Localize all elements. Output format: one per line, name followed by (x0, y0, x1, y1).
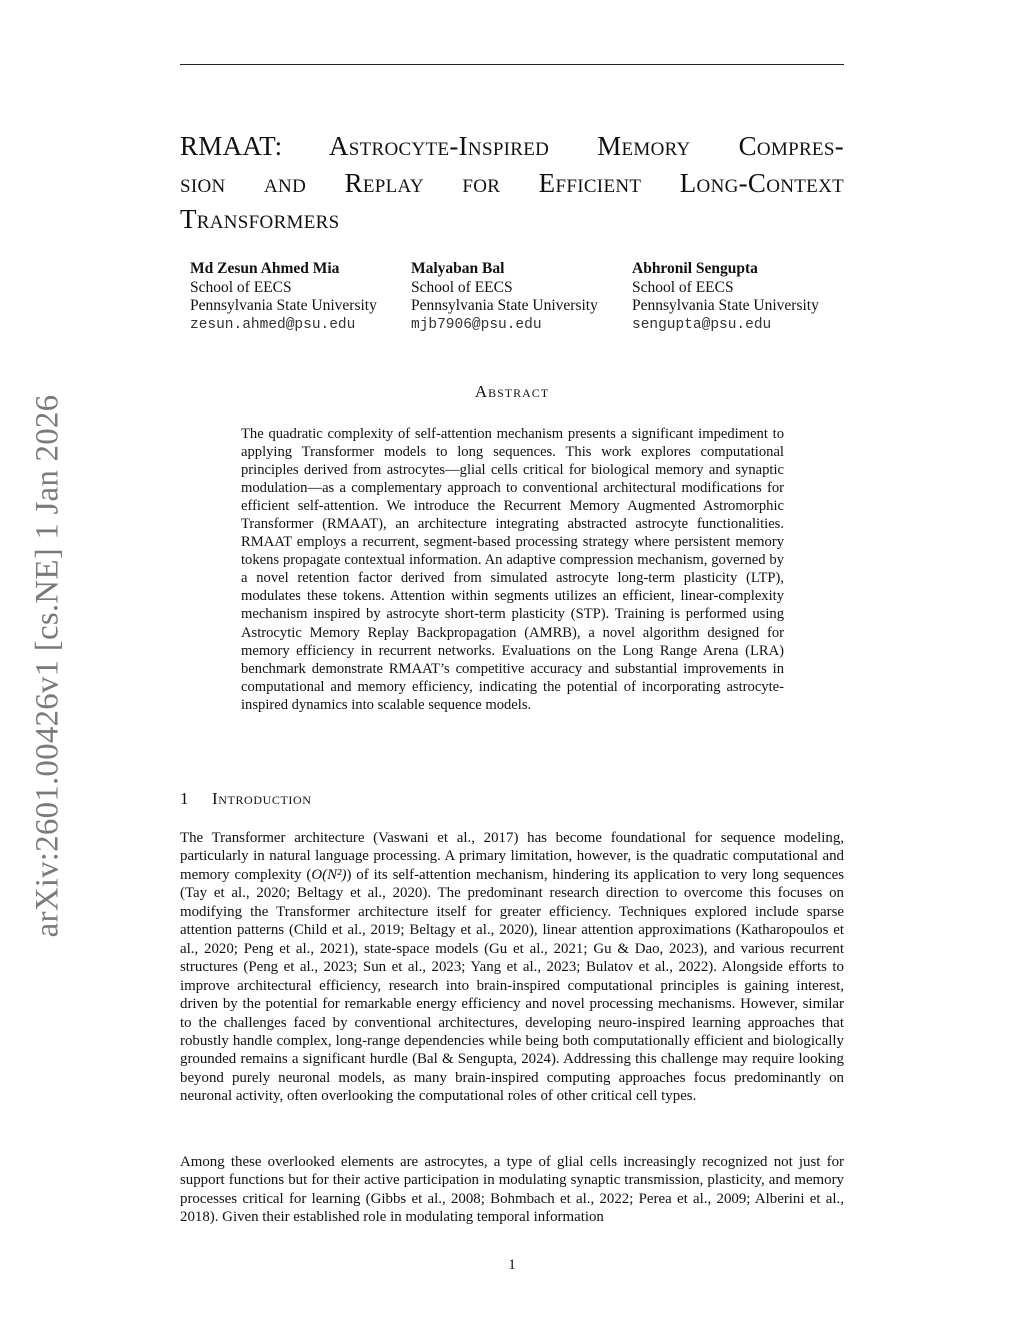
author-name: Abhronil Sengupta (632, 260, 758, 277)
complexity-math: O(N²) (311, 866, 347, 883)
author-block (190, 260, 850, 340)
top-rule (180, 64, 844, 65)
author-university: Pennsylvania State University (632, 297, 819, 315)
author-university: Pennsylvania State University (411, 297, 598, 315)
title-line-1: RMAAT: Astrocyte-Inspired Memory Compres- (180, 131, 844, 161)
author-school: School of EECS (190, 278, 292, 296)
title-line-2: sion and Replay for Efficient Long-Context (180, 167, 844, 198)
paragraph-text: ) of its self-attention mechanism, hindering its application to very long sequences (Tay et al., 2020; Beltagy et al., 2020). The predominant research direction to overcome this focuses on modifying the Transformer architecture itself for greater efficiency. Techniques explored include sparse attention patterns (Child et al., 2019; Beltagy et al., 2020), linear attention approximations (Katharopoulos et al., 2020; Peng et al., 2021), state-space models (Gu et al., 2021; Gu & Dao, 2023), and various recurrent structures (Peng et al., 2023; Sun et al., 2023; Yang et al., 2023; Bulatov et al., 2022). Alongside efforts to improve architectural efficiency, research into brain-inspired computational principles is gaining interest, driven by the potential for remarkable energy efficiency and novel processing mechanisms. However, similar to the challenges faced by conventional architectures, developing neuro-inspired learning approaches that robustly handle complex, long-range dependencies while being both computationally efficient and biologically grounded remains a significant hurdle (Bal & Sengupta, 2024). Addressing this challenge may require looking beyond purely neuronal models, as many brain-inspired computing approaches focus predominantly on neuronal activity, often overlooking the computational roles of other critical cell types. (180, 866, 844, 1105)
section-heading-introduction (180, 789, 312, 809)
arxiv-id: arXiv:2601.00426v1 [cs.NE] 1 Jan 2026 (29, 394, 66, 938)
section-number: 1 (180, 789, 190, 808)
author-1 (190, 260, 377, 334)
author-3 (632, 260, 819, 334)
author-2 (411, 260, 598, 334)
author-email: mjb7906@psu.edu (411, 316, 542, 333)
author-name: Md Zesun Ahmed Mia (190, 260, 340, 277)
author-university: Pennsylvania State University (190, 297, 377, 315)
author-school: School of EECS (632, 278, 734, 296)
abstract-text: The quadratic complexity of self-attention mechanism presents a significant impediment to applying Transformer models to long sequences. This work explores computational principles derived from astrocytes—glial cells critical for biological memory and synaptic modulation—as a complementary approach to conventional architectural modifications for efficient self-attention. We introduce the Recurrent Memory Augmented Astromorphic Transformer (RMAAT), an architecture integrating abstracted astrocyte functionalities. RMAAT employs a recurrent, segment-based processing strategy where persistent memory tokens propagate contextual information. An adaptive compression mechanism, governed by a novel retention factor derived from simulated astrocyte long-term plasticity (LTP), modulates these tokens. Attention within segments utilizes an efficient, linear-complexity mechanism inspired by astrocyte short-term plasticity (STP). Training is performed using Astrocytic Memory Replay Backpropagation (AMRB), a novel algorithm designed for memory efficiency in recurrent networks. Evaluations on the Long Range Arena (LRA) benchmark demonstrate RMAAT’s competitive accuracy and substantial improvements in computational and memory efficiency, indicating the potential of incorporating astrocyte-inspired dynamics into scalable sequence models. (241, 426, 784, 713)
author-name: Malyaban Bal (411, 260, 505, 277)
abstract-heading: Abstract (474, 382, 550, 401)
intro-paragraph-2: Among these overlooked elements are astrocytes, a type of glial cells increasingly recognized not just for support functions but for their active participation in modulating synaptic transmission, plasticity, and memory processes critical for learning (Gibbs et al., 2008; Bohmbach et al., 2022; Perea et al., 2009; Alberini et al., 2018). Given their established role in modulating temporal information (180, 1154, 844, 1226)
author-email: sengupta@psu.edu (632, 316, 772, 333)
page-number: 1 (508, 1257, 516, 1273)
paper-title (180, 128, 844, 238)
author-email: zesun.ahmed@psu.edu (190, 316, 356, 333)
author-school: School of EECS (411, 278, 513, 296)
title-line-3: Transformers (180, 204, 340, 234)
paragraph-text: The Transformer architecture (Vaswani et al., 2017) has become foundational for sequence modeling, particularly in natural language processing. A primary limitation, however, is the quadratic computational and memory complexity ( (180, 830, 844, 883)
section-title: Introduction (212, 789, 312, 808)
intro-paragraph-1 (180, 829, 844, 1106)
